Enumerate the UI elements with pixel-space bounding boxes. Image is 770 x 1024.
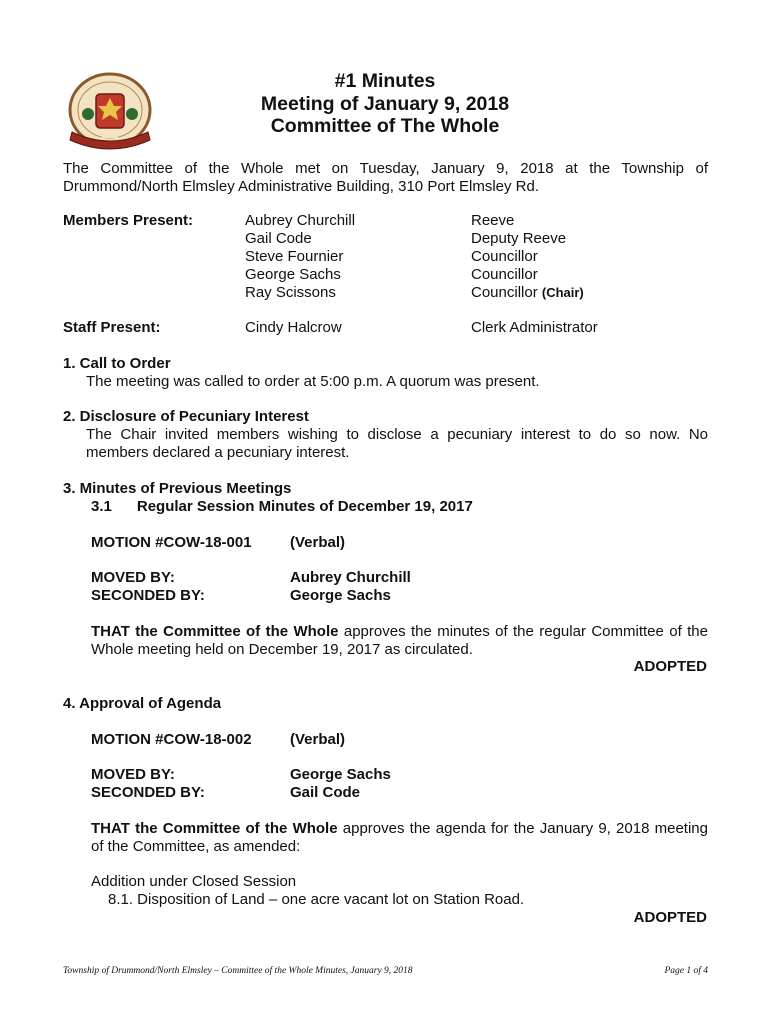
moved-by-label: MOVED BY: [91, 569, 175, 586]
seconded-by-label: SECONDED BY: [91, 587, 205, 604]
member-name: George Sachs [245, 266, 341, 283]
addition-item: 8.1. Disposition of Land – one acre vacant lot on Station Road. [108, 891, 525, 908]
intro-paragraph: The Committee of the Whole met on Tuesday, January 9, 2018 at the Township of Drummond/North Elmsley Administrative Building, 310 Port Elmsley Rd. [63, 160, 708, 195]
member-name: Gail Code [245, 230, 312, 247]
section-2-text: The Chair invited members wishing to disclose a pecuniary interest to do so now. No members declared a pecuniary interest. [86, 426, 708, 461]
members-label: Members Present: [63, 212, 194, 229]
member-role: Councillor [471, 266, 538, 283]
chair-note: (Chair) [541, 285, 584, 300]
addition-heading: Addition under Closed Session [91, 873, 297, 890]
member-role-chair [471, 284, 584, 302]
motion-number: MOTION #COW-18-001 [91, 534, 252, 551]
staff-role: Clerk Administrator [471, 319, 598, 336]
seconded-by-name: George Sachs [290, 587, 391, 604]
motion-text [91, 623, 708, 659]
motion-type: (Verbal) [290, 534, 346, 551]
member-role: Councillor [471, 284, 538, 301]
footer-title: Township of Drummond/North Elmsley – Committee of the Whole Minutes, January 9, 2018 [63, 966, 413, 976]
motion-text-bold: THAT the Committee of the Whole [91, 820, 338, 837]
section-2-heading: 2. Disclosure of Pecuniary Interest [63, 408, 309, 425]
seconded-by-name: Gail Code [290, 784, 361, 801]
motion-text-bold: THAT the Committee of the Whole [91, 623, 339, 640]
member-role: Councillor [471, 248, 538, 265]
title-line-2: Meeting of January 9, 2018 [260, 92, 510, 115]
staff-name: Cindy Halcrow [245, 319, 342, 336]
moved-by-name: George Sachs [290, 766, 391, 783]
section-3-1-heading: 3.1 Regular Session Minutes of December 19, 2017 [91, 498, 473, 515]
title-line-3: Committee of The Whole [270, 115, 500, 137]
member-role: Reeve [471, 212, 515, 229]
section-1-heading: 1. Call to Order [63, 355, 171, 372]
motion-result: ADOPTED [633, 909, 707, 926]
member-name: Aubrey Churchill [245, 212, 356, 229]
staff-label: Staff Present: [63, 319, 161, 336]
section-4-heading: 4. Approval of Agenda [63, 695, 222, 712]
moved-by-name: Aubrey Churchill [290, 569, 411, 586]
page-footer [63, 966, 708, 976]
member-role: Deputy Reeve [471, 230, 567, 247]
section-1-text: The meeting was called to order at 5:00 p.m. A quorum was present. [86, 373, 540, 390]
section-3-heading: 3. Minutes of Previous Meetings [63, 480, 292, 497]
motion-text-body: approves the agenda for the January 9, 2018 meeting of the Committee, as amended: [91, 820, 708, 855]
motion-text [91, 820, 708, 856]
member-name: Ray Scissons [245, 284, 336, 301]
member-name: Steve Fournier [245, 248, 344, 265]
seconded-by-label: SECONDED BY: [91, 784, 205, 801]
motion-number: MOTION #COW-18-002 [91, 731, 252, 748]
motion-text-body: approves the minutes of the regular Committee of the Whole meeting held on December 19, 2017 as circulated. [91, 623, 708, 658]
page-number: Page 1 of 4 [664, 966, 708, 976]
motion-type: (Verbal) [290, 731, 346, 748]
title-line-1: #1 Minutes [334, 70, 436, 92]
document-title [0, 70, 770, 138]
motion-result: ADOPTED [633, 658, 707, 675]
moved-by-label: MOVED BY: [91, 766, 175, 783]
